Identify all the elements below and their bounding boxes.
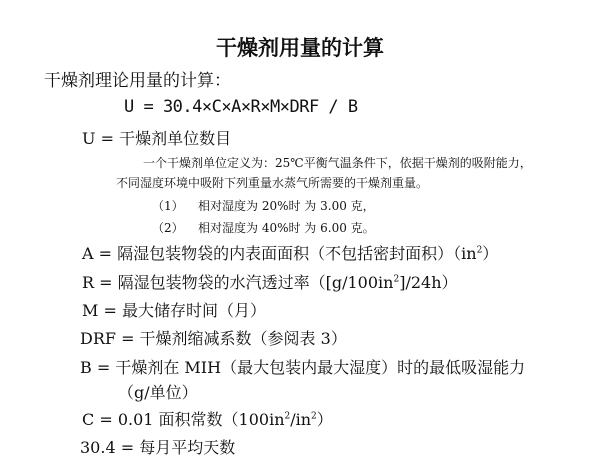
definition-a <box>82 241 498 264</box>
item-1-number: （1） <box>152 199 184 213</box>
definition-c-text: C = 0.01 面积常数（100in <box>82 410 285 429</box>
definition-u: U = 干燥剂单位数目 <box>82 129 232 148</box>
main-formula: U = 30.4×C×A×R×M×DRF / B <box>124 97 358 117</box>
unit-definition-line-1: 一个干燥剂单位定义为：25℃平衡气温条件下，依据干燥剂的吸附能力， <box>143 156 532 170</box>
item-2-text: 相对湿度为 40%时 为 6.00 克。 <box>198 221 375 235</box>
definition-drf: DRF = 干燥剂缩减系数（参阅表 3） <box>80 329 347 348</box>
definition-c <box>82 407 333 430</box>
superscript-2: 2 <box>393 274 400 285</box>
superscript-2: 2 <box>284 411 291 422</box>
superscript-2: 2 <box>311 411 317 422</box>
definition-b-line-1: B = 干燥剂在 MIH（最大包装内最大湿度）时的最低吸湿能力 <box>80 358 526 377</box>
definition-c-mid: /in <box>290 410 312 429</box>
definition-c-close: ） <box>316 410 333 429</box>
definition-a-text: A = 隔湿包装物袋的内表面面积（不包括密封面积）（in <box>82 244 477 263</box>
definition-b-line-2: （g/单位） <box>118 383 198 402</box>
item-1-text: 相对湿度为 20%时 为 3.00 克， <box>198 199 375 213</box>
item-2-number: （2） <box>152 221 184 235</box>
definition-m: M = 最大储存时间（月） <box>82 301 266 320</box>
superscript-2: 2 <box>476 245 483 256</box>
definition-r-text: R = 隔湿包装物袋的水汽透过率（[g/100in <box>82 273 394 292</box>
definition-days: 30.4 = 每月平均天数 <box>80 438 236 457</box>
definition-r-close: ]/24h） <box>399 273 458 292</box>
section-subtitle: 干燥剂理论用量的计算： <box>44 71 231 91</box>
definition-a-close: ） <box>482 244 499 263</box>
page-title: 干燥剂用量的计算 <box>216 35 384 60</box>
unit-definition-line-2: 不同湿度环境中吸附下列重量水蒸气所需要的干燥剂重量。 <box>116 176 429 190</box>
definition-r <box>82 270 458 293</box>
